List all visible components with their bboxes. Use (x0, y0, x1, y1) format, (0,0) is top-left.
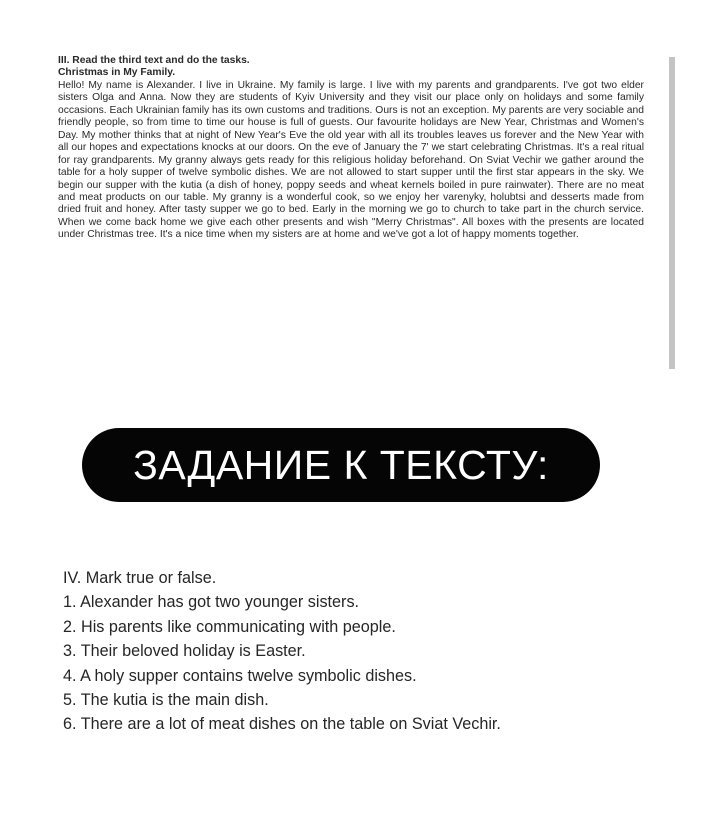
scrollbar[interactable] (669, 57, 675, 369)
text-body: Hello! My name is Alexander. I live in Ukraine. My family is large. I live with my parents and grandparents. I've got two elder sisters Olga and Anna. Now they are students of Kyiv University and they visit our place only on holidays and some family occasions. Each Ukrainian family has its own customs and traditions. Ours is not an exception. My parents are very sociable and friendly people, so from time to time our house is full of guests. Our favourite holidays are New Year, Christmas and Women's Day. My mother thinks that at night of New Year's Eve the old year with all its troubles leaves us forever and the New Year with all our hopes and expectations knocks at our doors. On the eve of January the 7' we start celebrating Christmas. It's a real ritual for ray grandparents. My granny always gets ready for this religious holiday beforehand. On Sviat Vechir we gather around the table for a holy supper of twelve symbolic dishes. We are not allowed to start supper until the first star appears in the sky. We begin our supper with the kutia (a dish of honey, poppy seeds and wheat kernels boiled in pure rainwater). There are no meat and meat products on our table. My granny is a wonderful cook, so we enjoy her varenyky, holubtsi and desserts made from dried fruit and honey. After tasty supper we go to bed. Early in the morning we go to church to take part in the church service. When we come back home we give each other presents and wish "Merry Christmas". All boxes with the presents are located under Christmas tree. It's a nice time when my sisters are at home and we've got a lot of happy moments together. (58, 79, 644, 241)
task-item: 1. Alexander has got two younger sisters. (63, 593, 360, 612)
task-item: 2. His parents like communicating with people. (63, 617, 396, 636)
reading-text-section (58, 55, 644, 242)
task-banner (82, 428, 600, 502)
task-item: 4. A holy supper contains twelve symbolic dishes. (63, 666, 417, 685)
tasks-heading: IV. Mark true or false. (63, 569, 217, 587)
tasks-list (63, 590, 673, 736)
banner-text: ЗАДАНИЕ К ТЕКСТУ: (133, 441, 549, 488)
task-item: 6. There are a lot of meat dishes on the table on Sviat Vechir. (63, 715, 501, 734)
task-item: 3. Their beloved holiday is Easter. (63, 642, 306, 661)
tasks-section (63, 566, 673, 737)
text-title: Christmas in My Family. (58, 67, 176, 79)
task-title: III. Read the third text and do the tasks. (58, 55, 250, 66)
task-item: 5. The kutia is the main dish. (63, 691, 269, 710)
